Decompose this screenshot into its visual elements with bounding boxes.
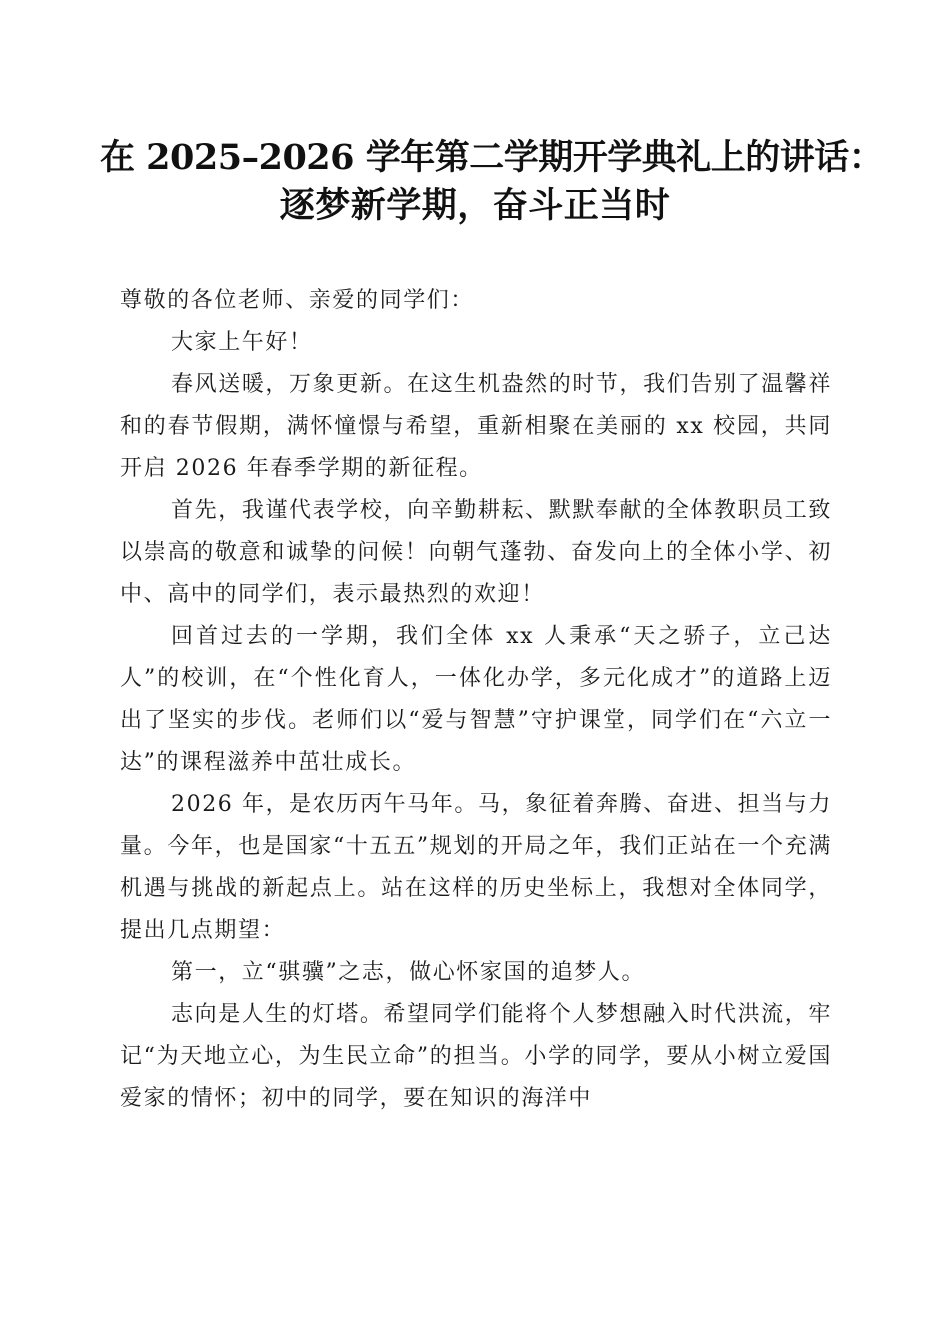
document-body [120, 280, 832, 1120]
title-line-1: 在 2025–2026 学年第二学期开学典礼上的讲话： [100, 137, 884, 178]
salutation: 尊敬的各位老师、亲爱的同学们： [120, 288, 475, 313]
paragraph-4: 2026 年，是农历丙午马年。马，象征着奔腾、奋进、担当与力量。今年，也是国家“十五五”规划的开局之年，我们正站在一个充满机遇与挑战的新起点上。站在这样的历史坐标上，我想对全体同学，提出几点期望： [120, 792, 832, 943]
section-heading-1: 第一，立“骐骥”之志，做心怀家国的追梦人。 [171, 960, 646, 985]
paragraph-2: 首先，我谨代表学校，向辛勤耕耘、默默奉献的全体教职员工致以崇高的敬意和诚挚的问候！向朝气蓬勃、奋发向上的全体小学、初中、高中的同学们，表示最热烈的欢迎！ [120, 498, 832, 607]
paragraph-5: 志向是人生的灯塔。希望同学们能将个人梦想融入时代洪流，牢记“为天地立心，为生民立命”的担当。小学的同学，要从小树立爱国爱家的情怀；初中的同学，要在知识的海洋中 [120, 1002, 832, 1111]
greeting: 大家上午好！ [171, 330, 313, 355]
paragraph-1: 春风送暖，万象更新。在这生机盎然的时节，我们告别了温馨祥和的春节假期，满怀憧憬与希望，重新相聚在美丽的 xx 校园，共同开启 2026 年春季学期的新征程。 [120, 372, 832, 481]
document-title [100, 134, 884, 230]
title-line-2: 逐梦新学期，奋斗正当时 [279, 185, 671, 226]
paragraph-3: 回首过去的一学期，我们全体 xx 人秉承“天之骄子，立己达人”的校训，在“个性化育人，一体化办学，多元化成才”的道路上迈出了坚实的步伐。老师们以“爱与智慧”守护课堂，同学们在“六立一达”的课程滋养中茁壮成长。 [120, 624, 832, 775]
